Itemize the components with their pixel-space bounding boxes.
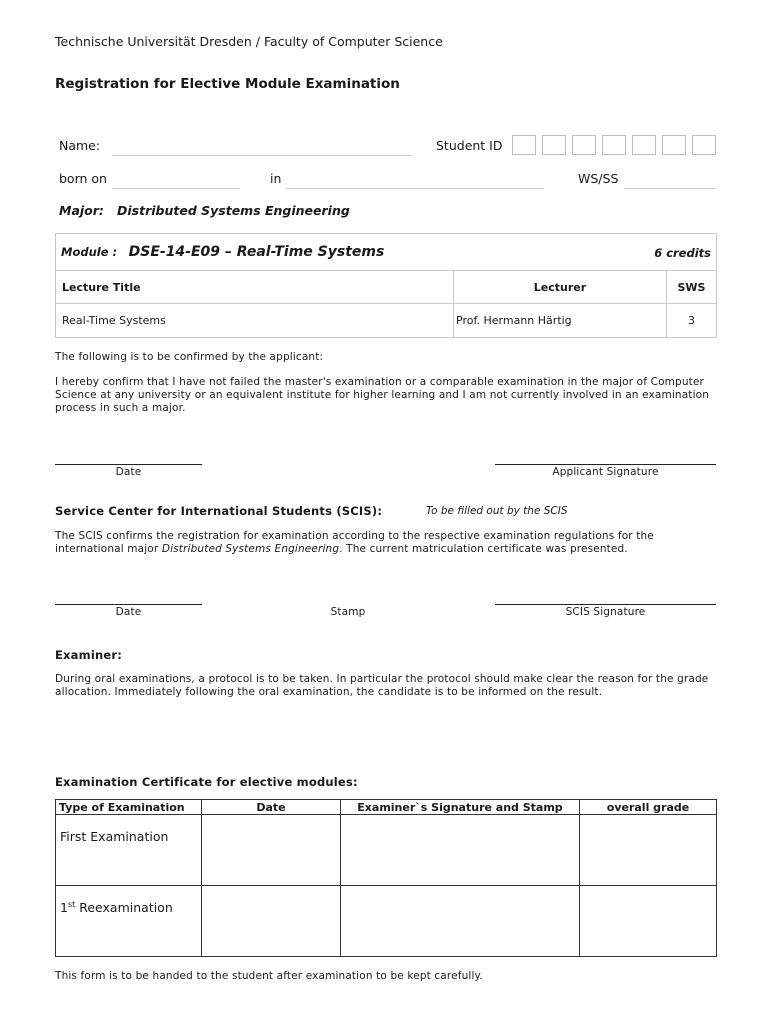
applicant-date-line[interactable] <box>55 464 202 465</box>
scis-text <box>55 530 718 556</box>
student-id-digit-box[interactable] <box>662 135 686 155</box>
examiner-heading: Examiner: <box>55 648 123 662</box>
module-table <box>55 233 717 338</box>
scis-note: To be filled out by the SCIS <box>426 505 568 517</box>
grade-header: overall grade <box>580 800 717 815</box>
scis-text-major: Distributed Systems Engineering <box>161 543 340 555</box>
lecture-title-header: Lecture Title <box>56 271 454 304</box>
first-exam-grade-cell[interactable] <box>580 815 717 886</box>
applicant-intro: The following is to be confirmed by the applicant: <box>55 351 324 363</box>
certificate-table <box>55 799 717 957</box>
examiner-text: During oral examinations, a protocol is to be taken. In particular the protocol should make clear the reason for the grade allocation. Immediately following the oral examination, the candidate is to be informed on the result. <box>55 673 709 698</box>
institution-header: Technische Universität Dresden / Faculty of Computer Science <box>55 34 443 49</box>
first-exam-signature-cell[interactable] <box>341 815 580 886</box>
module-label: Module : <box>61 245 118 259</box>
applicant-signature-line[interactable] <box>495 464 716 465</box>
major-label: Major: <box>59 203 104 218</box>
scis-text-part: . The current matriculation certificate was presented. <box>339 543 628 555</box>
student-id-digit-box[interactable] <box>602 135 626 155</box>
type-header: Type of Examination <box>56 800 202 815</box>
reexam-ordinal-suffix: st <box>67 900 76 909</box>
scis-signature-label: SCIS Signature <box>565 606 646 618</box>
semester-field[interactable] <box>624 188 716 189</box>
lecturer-cell: Prof. Hermann Härtig <box>454 304 667 338</box>
major-value: Distributed Systems Engineering <box>117 203 350 218</box>
reexam-ordinal: 1 <box>60 900 68 916</box>
module-credits: 6 credits <box>654 246 711 260</box>
student-id-label: Student ID <box>436 138 503 153</box>
student-id-digit-box[interactable] <box>692 135 716 155</box>
reexam-date-cell[interactable] <box>202 886 341 957</box>
scis-date-line[interactable] <box>55 604 202 605</box>
student-id-digit-box[interactable] <box>632 135 656 155</box>
birthplace-field[interactable] <box>286 188 544 189</box>
lecture-title-cell: Real-Time Systems <box>56 304 454 338</box>
applicant-signature-label: Applicant Signature <box>552 466 659 478</box>
module-code-title: DSE-14-E09 – Real-Time Systems <box>128 244 385 260</box>
scis-heading: Service Center for International Students (SCIS): <box>55 504 383 518</box>
applicant-date-label: Date <box>115 466 142 478</box>
name-field[interactable] <box>112 155 412 156</box>
module-header-cell <box>56 234 717 271</box>
student-id-digit-box[interactable] <box>542 135 566 155</box>
reexam-cell <box>56 886 202 957</box>
form-title: Registration for Elective Module Examination <box>55 76 400 92</box>
scis-text-part: The SCIS confirms the registration for examination according to the respective examination regulations for the international major <box>55 530 654 555</box>
date-header: Date <box>202 800 341 815</box>
birthplace-label: in <box>270 171 282 186</box>
lecturer-header: Lecturer <box>454 271 667 304</box>
semester-label: WS/SS <box>578 171 619 186</box>
sws-header: SWS <box>667 271 717 304</box>
born-on-label: born on <box>59 171 107 186</box>
first-exam-cell <box>56 815 202 886</box>
exam-type-label: Reexamination <box>75 900 173 916</box>
scis-date-label: Date <box>115 606 142 618</box>
birth-date-field[interactable] <box>112 188 240 189</box>
student-id-digit-box[interactable] <box>572 135 596 155</box>
reexam-signature-cell[interactable] <box>341 886 580 957</box>
scis-stamp-label: Stamp <box>330 606 366 618</box>
student-id-digit-box[interactable] <box>512 135 536 155</box>
scis-signature-line[interactable] <box>495 604 716 605</box>
signature-header: Examiner`s Signature and Stamp <box>341 800 580 815</box>
certificate-heading: Examination Certificate for elective modules: <box>55 775 358 789</box>
name-label: Name: <box>59 138 101 153</box>
applicant-statement: I hereby confirm that I have not failed the master's examination or a comparable examination in the major of Computer Science at any university or an equivalent institute for higher learning and I am not currently involved in an examination process in such a major. <box>55 376 710 414</box>
first-exam-date-cell[interactable] <box>202 815 341 886</box>
footer-note: This form is to be handed to the student after examination to be kept carefully. <box>55 970 483 982</box>
sws-cell: 3 <box>667 304 717 338</box>
reexam-grade-cell[interactable] <box>580 886 717 957</box>
exam-type-label: First Examination <box>60 829 169 844</box>
